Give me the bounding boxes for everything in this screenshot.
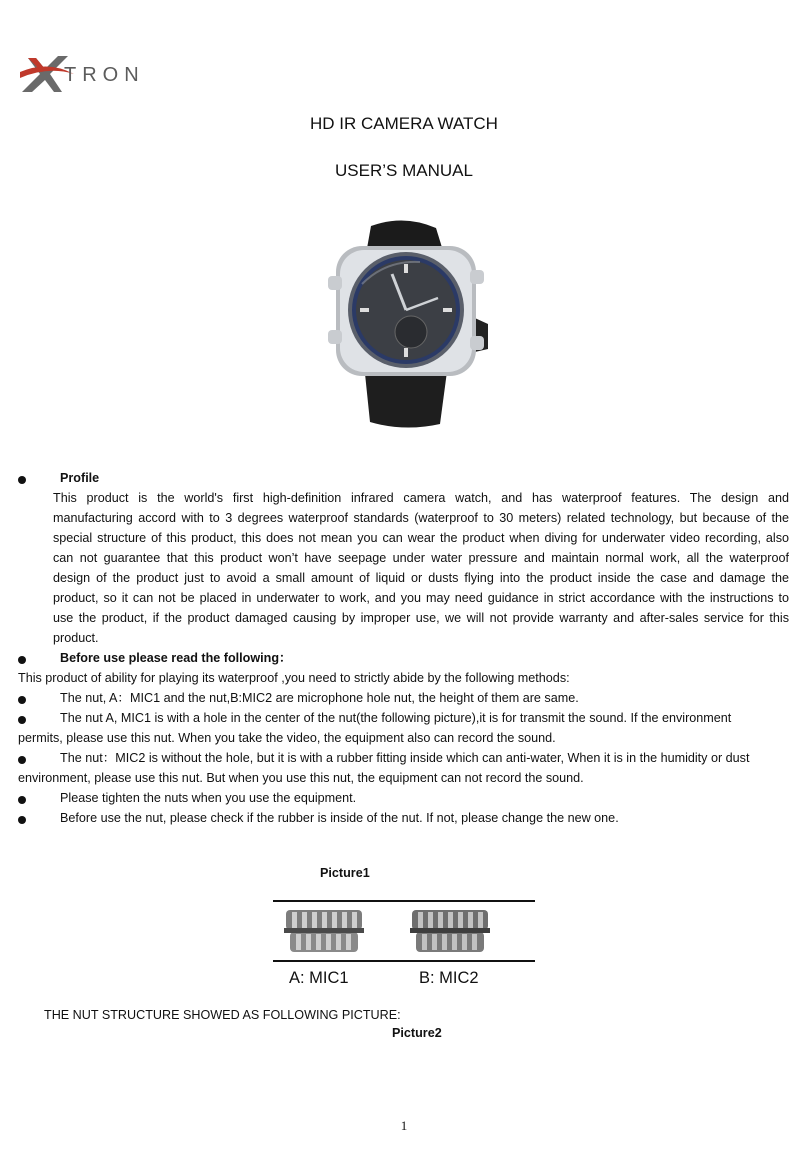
list-item: Before use the nut, please check if the rubber is inside of the nut. If not, please change the new one.: [60, 811, 619, 825]
picture1-top-rule: [273, 900, 535, 902]
bullet-icon: [18, 816, 26, 824]
profile-line: special structure of this product, this does not mean you can wear the product when diving for underwater video recording, also: [53, 531, 789, 545]
xtron-logo: [18, 52, 148, 96]
list-item-continuation: environment, please use this nut. But when you use this nut, the equipment can not record the sound.: [18, 771, 584, 785]
list-item: Please tighten the nuts when you use the equipment.: [60, 791, 357, 805]
document-subtitle: USER’S MANUAL: [335, 161, 473, 180]
before-use-heading: Before use please read the following：: [60, 651, 292, 665]
page-number: 1: [400, 1118, 408, 1133]
list-item-continuation: permits, please use this nut. When you take the video, the equipment also can record the sound.: [18, 731, 556, 745]
profile-heading: Profile: [60, 471, 100, 485]
bullet-icon: [18, 756, 26, 764]
bullet-icon: [18, 656, 26, 664]
picture2-caption: Picture2: [392, 1026, 442, 1040]
profile-line: design of the product just to avoid a small amount of liquid or dusts flying into the product inside the case and damage the: [53, 571, 789, 585]
logo-text: TRON: [64, 64, 145, 86]
watch-photo: [316, 214, 492, 432]
list-item: The nut, A：MIC1 and the nut,B:MIC2 are microphone hole nut, the height of them are same.: [60, 691, 579, 705]
picture1-caption: Picture1: [320, 866, 370, 880]
list-item: The nut：MIC2 is without the hole, but it is with a rubber fitting inside which can anti-water, When it is in the humidity or dust: [60, 751, 750, 765]
list-item: The nut A, MIC1 is with a hole in the center of the nut(the following picture),it is for transmit the sound. If the environment: [60, 711, 732, 725]
nut-structure-text: THE NUT STRUCTURE SHOWED AS FOLLOWING PICTURE:: [44, 1008, 401, 1022]
bullet-icon: [18, 796, 26, 804]
profile-line: product, so it can not be placed in underwater to work, and you may need guidance in strict accordance with the instructions to: [53, 591, 789, 605]
bullet-icon: [18, 696, 26, 704]
nut-b-image: [410, 906, 490, 956]
picture1-bottom-rule: [273, 960, 535, 962]
profile-line: can not guarantee that this product won’t have seepage under water pressure and maintain normal work, all the waterproof: [53, 551, 789, 565]
picture1-label-b: B: MIC2: [419, 969, 479, 987]
bullet-icon: [18, 716, 26, 724]
before-use-intro: This product of ability for playing its waterproof ,you need to strictly abide by the following methods:: [18, 671, 570, 685]
picture1-label-a: A: MIC1: [289, 969, 349, 987]
nut-a-image: [284, 906, 364, 956]
profile-line: product.: [53, 631, 99, 645]
profile-line: use the product, if the product damaged causing by improper use, we will not provide warranty and after-sales service for this: [53, 611, 789, 625]
document-title: HD IR CAMERA WATCH: [310, 114, 498, 133]
bullet-icon: [18, 476, 26, 484]
profile-line: manufacturing accord with to 3 degrees waterproof standards (waterproof to 30 meters) related technology, but because of the: [53, 511, 789, 525]
profile-line: This product is the world's first high-definition infrared camera watch, and has waterproof features. The design and: [53, 491, 789, 505]
